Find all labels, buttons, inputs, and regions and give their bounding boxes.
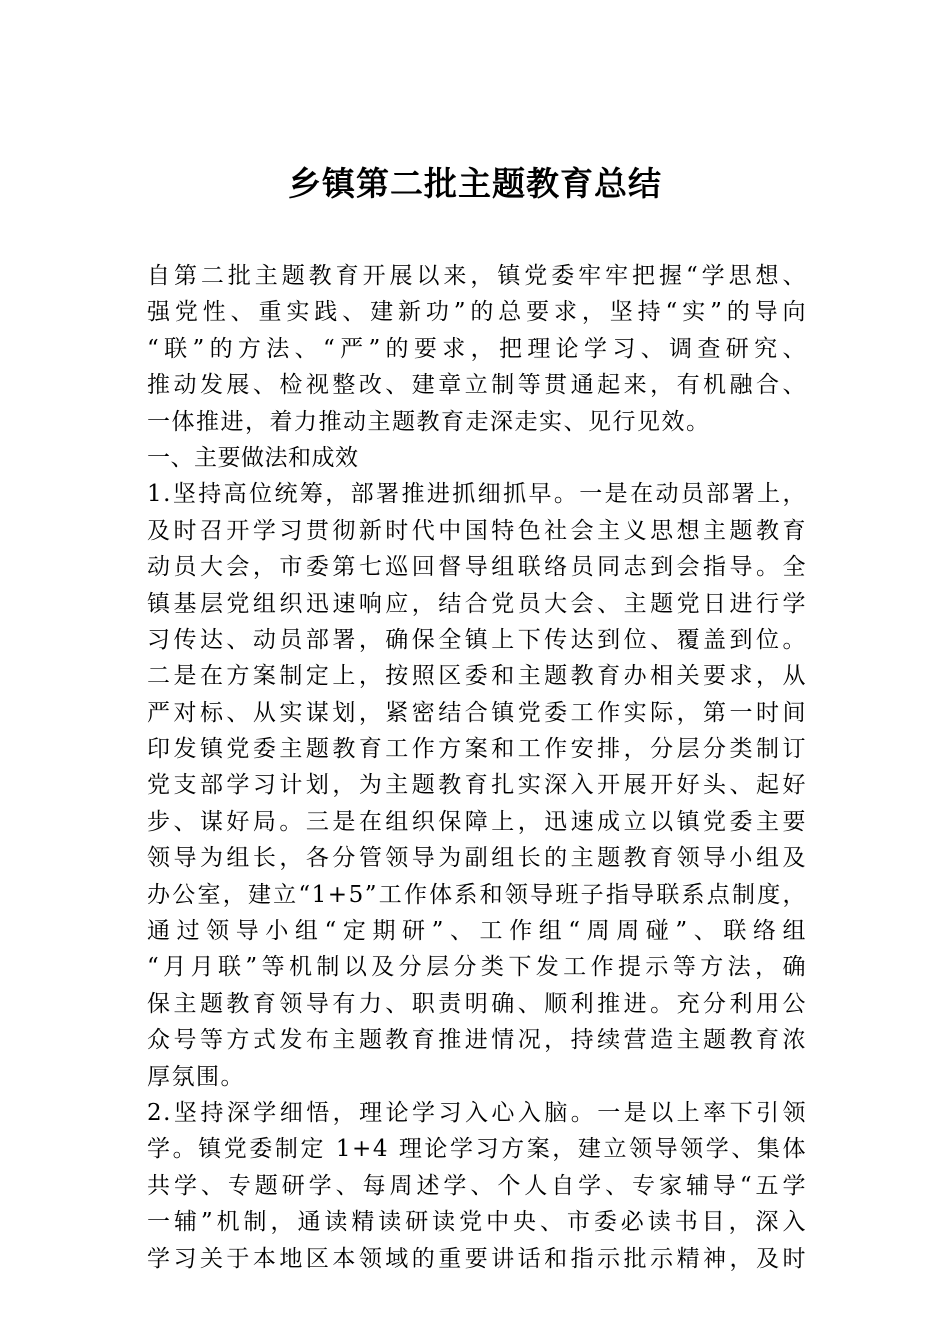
document-body <box>147 258 807 1277</box>
body-line: 保主题教育领导有力、职责明确、顺利推进。充分利用公 <box>147 990 807 1017</box>
body-line: 及时召开学习贯彻新时代中国特色社会主义思想主题教育 <box>147 517 807 544</box>
body-line: 习传达、动员部署，确保全镇上下传达到位、覆盖到位。 <box>147 626 807 653</box>
body-line: 步、谋好局。三是在组织保障上，迅速成立以镇党委主要 <box>147 808 807 835</box>
body-line: “月月联”等机制以及分层分类下发工作提示等方法，确 <box>147 954 807 981</box>
body-line: 学。镇党委制定 1+4 理论学习方案，建立领导领学、集体 <box>147 1136 807 1163</box>
body-line: 一辅”机制，通读精读研读党中央、市委必读书目，深入 <box>147 1209 807 1236</box>
body-line: 印发镇党委主题教育工作方案和工作安排，分层分类制订 <box>147 736 807 763</box>
body-line: 动员大会，市委第七巡回督导组联络员同志到会指导。全 <box>147 554 807 581</box>
body-line: 镇基层党组织迅速响应，结合党员大会、主题党日进行学 <box>147 590 807 617</box>
body-line: 众号等方式发布主题教育推进情况，持续营造主题教育浓 <box>147 1027 807 1054</box>
body-line: “联”的方法、“严”的要求，把理论学习、调查研究、 <box>147 335 807 362</box>
body-line: 自第二批主题教育开展以来，镇党委牢牢把握“学思想、 <box>147 263 807 289</box>
body-line: 严对标、从实谋划，紧密结合镇党委工作实际，第一时间 <box>147 699 807 726</box>
body-line: 领导为组长，各分管领导为副组长的主题教育领导小组及 <box>147 845 807 872</box>
body-line: 推动发展、检视整改、建章立制等贯通起来，有机融合、 <box>147 372 807 399</box>
body-line: 强党性、重实践、建新功”的总要求，坚持“实”的导向 <box>147 299 807 326</box>
body-line: 办公室，建立“1+5”工作体系和领导班子指导联系点制度， <box>147 881 807 908</box>
body-line: 通过领导小组“定期研”、工作组“周周碰”、联络组 <box>147 918 807 945</box>
body-line: 2.坚持深学细悟，理论学习入心入脑。一是以上率下引领 <box>147 1099 807 1126</box>
document-title: 乡镇第二批主题教育总结 <box>288 164 662 203</box>
body-line: 一体推进，着力推动主题教育走深走实、见行见效。 <box>147 408 711 435</box>
body-line: 1.坚持高位统筹，部署推进抓细抓早。一是在动员部署上， <box>147 481 807 508</box>
body-line: 党支部学习计划，为主题教育扎实深入开展开好头、起好 <box>147 772 807 799</box>
body-line: 厚氛围。 <box>147 1063 245 1090</box>
body-line: 共学、专题研学、每周述学、个人自学、专家辅导“五学 <box>147 1172 807 1199</box>
body-line: 学习关于本地区本领域的重要讲话和指示批示精神，及时 <box>147 1245 807 1272</box>
section-heading: 一、主要做法和成效 <box>147 444 359 471</box>
body-line: 二是在方案制定上，按照区委和主题教育办相关要求，从 <box>147 663 807 690</box>
